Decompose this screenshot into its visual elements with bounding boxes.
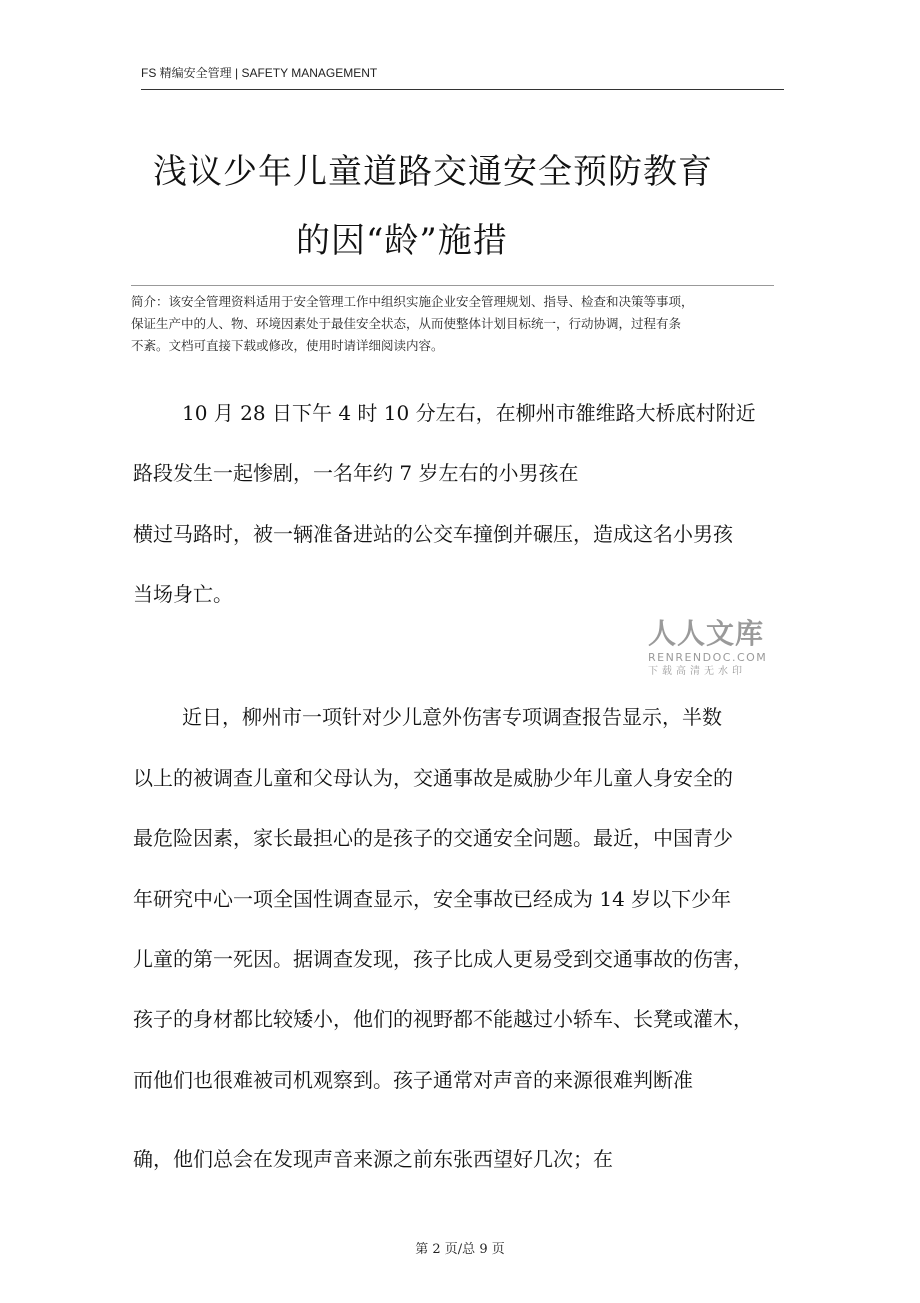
paragraph-1-line: 当场身亡。 bbox=[133, 582, 233, 606]
watermark bbox=[648, 617, 770, 679]
paragraph-1-line: 10 月 28 日下午 4 时 10 分左右，在柳州市雒维路大桥底村附近 bbox=[182, 401, 756, 425]
header-divider bbox=[141, 89, 784, 90]
summary-line: 不紊。文档可直接下载或修改，使用时请详细阅读内容。 bbox=[131, 338, 444, 353]
document-title-line-2: 的因“龄”施措 bbox=[296, 221, 508, 261]
paragraph-1-line: 横过马路时，被一辆准备进站的公交车撞倒并碾压，造成这名小男孩 bbox=[133, 522, 733, 546]
watermark-logo: 人人文库 bbox=[648, 617, 765, 650]
paragraph-2-line: 最危险因素，家长最担心的是孩子的交通安全问题。最近，中国青少 bbox=[133, 826, 733, 850]
document-header: FS 精编安全管理 | SAFETY MANAGEMENT bbox=[141, 66, 378, 80]
paragraph-2-line: 年研究中心一项全国性调查显示，安全事故已经成为 14 岁以下少年 bbox=[133, 887, 732, 911]
watermark-tagline: 下载高清无水印 bbox=[648, 666, 746, 677]
watermark-domain: RENRENDOC.COM bbox=[648, 651, 768, 664]
summary-line: 保证生产中的人、物、环境因素处于最佳安全状态，从而使整体计划目标统一，行动协调，过程有条 bbox=[131, 316, 682, 331]
paragraph-2-line: 而他们也很难被司机观察到。孩子通常对声音的来源很难判断准 bbox=[133, 1068, 693, 1092]
summary-divider bbox=[131, 285, 774, 286]
paragraph-2-line: 近日，柳州市一项针对少儿意外伤害专项调查报告显示，半数 bbox=[182, 705, 722, 729]
document-title-line-1: 浅议少年儿童道路交通安全预防教育 bbox=[153, 152, 713, 192]
summary-line: 简介：该安全管理资料适用于安全管理工作中组织实施企业安全管理规划、指导、检查和决策等事项， bbox=[131, 294, 694, 309]
paragraph-2-line: 确，他们总会在发现声音来源之前东张西望好几次；在 bbox=[133, 1147, 613, 1171]
paragraph-2-line: 儿童的第一死因。据调查发现，孩子比成人更易受到交通事故的伤害， bbox=[133, 947, 753, 971]
page-number: 第 2 页/总 9 页 bbox=[415, 1242, 505, 1257]
summary-block bbox=[131, 291, 776, 357]
paragraph-2-line: 孩子的身材都比较矮小，他们的视野都不能越过小轿车、长凳或灌木， bbox=[133, 1007, 753, 1031]
paragraph-1-line: 路段发生一起惨剧，一名年约 7 岁左右的小男孩在 bbox=[133, 461, 579, 485]
paragraph-2-line: 以上的被调查儿童和父母认为，交通事故是威胁少年儿童人身安全的 bbox=[133, 766, 733, 790]
